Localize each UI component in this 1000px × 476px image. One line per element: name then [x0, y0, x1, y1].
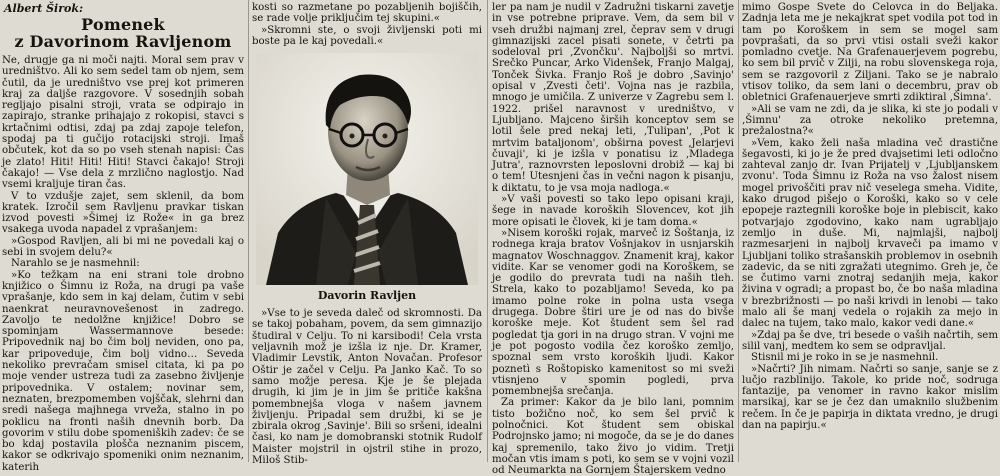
paragraph: »Ali se vam ne zdi, da je slika, ki ste jo podali v ‚Šimnu' za otroke nekoliko pretemna, prežalostna?« [742, 103, 998, 138]
paragraph: »Nisem koroški rojak, marveč iz Šoštanja, iz rodnega kraja bratov Vošnjakov in usnjarskih magnatov Woschnaggov. Znamenit kraj, kakor vidite. Kar se venomer godi na Koroškem, se je godilo do prevrata tudi na naših tleh. Strela, kako to pozabljamo! Seveda, ko pa imamo polne roke in polna usta vsega drugega. Dobre štiri ure je od nas do bivše koroške meje. Kot študent sem šel rad pogledat tja gori in na drugo stran. V vojni me je pot pogosto vodila čez koroško zemljo, spoznal sem vrsto koroških ljudi. Kakor poznetì s Roštopisko kamenitost so mi sveži vtisnjeno v spomin pogledi, prva pomembnejša srečanja. [492, 227, 734, 398]
paragraph: »Gospod Ravljen, ali bi mi ne povedali kaj o sebi in svojem delu?« [2, 235, 244, 259]
paragraph: »Vse to je seveda daleč od skromnosti. Da se takoj pobaham, povem, da sem gimnazijo študiral v Celju. To ni karsibodi! Cela vrsta veljavnih mož je izšla iz nje. Dr. Kramer, Vladimir Levstik, Anton Novačan. Profesor Oštir je začel v Celju. Pa Janko Kač. To so samo možje peresa. Kje je še plejada drugih, ki jim je in jim še pritiče kakšna pomembnejša vloga v našem javnem življenju. Pripadal sem družbi, ki se je zbirala okrog ‚Savinje'. Bili so sršeni, idealni časi, ko nam je domobranski stotnik Rudolf Maister mojstril in ojstril stihe in prozo, Miloš Stib- [252, 308, 482, 467]
paragraph: »V vaši povesti so tako lepo opisani kraji, šege in navade koroških Slovencev, kot jih more opisati le človek, ki je tam doma.« [492, 194, 734, 228]
paragraph: V to vzdušje zajet, sem sklenil, da bom kratek. Izročil sem Ravljenu pravkar tiskan izvod povesti »Šimej iz Rože« in ga brez vsakega uvoda napadel z vprašanjem: [2, 190, 244, 236]
article-column-3 [490, 0, 736, 476]
paragraph: kosti so razmetane po pozabljenih bojiščih, se rade volje priključim tej skupini.« [252, 2, 482, 25]
paragraph: Stisnil mi je roko in se je nasmehnil. [751, 352, 939, 364]
paragraph: »Načrti? Jih nimam. Načrti so sanje, sanje se z lučjo razblinijo. Takole, ko pride noč, sodruga fantazije, pa venomer in ravno kakor mislim marsikaj, kar se je čez dan umaknilo službenim rečem. In če je papirja in diktata vredno, je drugi dan na papirju.« [742, 363, 998, 431]
article-title-line-2: z Davorinom Ravljenom [14, 32, 232, 51]
paragraph: »Zdaj pa še dve, tri besede o vaših načrtih, sem silil vanj, medtem ko sem se odpravljal. [742, 329, 998, 352]
paragraph: ler pa nam je nudil v Zadružni tiskarni zavetje in vse potrebne priprave. Vem, da sem bil v vseh družbi najmanj zrel, čeprav sem v drugi gimnazijski zacel pisati sonete, v četrti pa sodeloval pri ‚Zvončku'. Najboljši so mrtvi. Srečko Puncar, Arko Videnšek, Franjo Malgaj, Tonček Šivka. Franjo Roš je dobro ‚Savinjo' opisal v ‚Zvesti četi'. Vojna nas je razbila, mnogo je umičila. Z univerze v Zagrebu sem l. 1922. prišel naravnost v uredništvo, v Ljubljano. Majceno širših konceptov sem se lotil šele pred nekaj leti, ‚Tulipan', ‚Pot k mrtvim bataljonom', obširna povest ‚Jelarjevi čuvaji', ki je izšla v ponatisu iz ‚Mladega Jutra', raznovrsten leposlovni drobiž — kaj bi o tem! Utesnjeni čas in večni nagon k pisanju, k diktatu, to je vsa moja nadloga.« [492, 2, 734, 194]
column-rule [487, 0, 488, 462]
paragraph: Za primer: Kakor da je bilo lani, pomnim tisto božično noč, ko sem šel prvič k polnočnici. Kot študent sem obiskal Podrojnsko jamo; ni mogoče, da se je do danes kaj spremenilo, tako živo jo vidim. Tretji močan vtis imam s poti, ko sem se v vojni vozil od Neumarkta na Gornjem Štajerskem vedno [492, 397, 734, 476]
portrait-illustration [256, 53, 478, 285]
portrait-photo [256, 53, 478, 285]
article-column-2 [250, 0, 484, 467]
article-title-line-1: Pomenek [81, 15, 165, 34]
paragraph: »Ko težkam na eni strani tole drobno knjižico o Šimnu iz Roža, na drugi pa vaše vprašanje, kdo sem in kaj delam, čutim v sebi naenkrat neuravnovešenost in zadrego. Zavoljo te nedolžne knjižice! Dobro se spominjam Wassermannove besede: Pripovednik naj bo čim bolj neviden, ono pa, kar pripoveduje, čim bolj vidno… Seveda nekoliko prevračam smisel citata, ki pa po moje vender ustreza tudi za zasebno življenje pripovednika. V ostalem; novinar sem, neznaten, brezpomemben vojščak, slehrni dan sredi našega majhnega vrveža, stalno in po poklicu na fronti naših dnevnih borb. Da govorim v stilu dobe spomeniških zadev: če se bo kdaj postavila plošča neznanim piscem, kakor se odkrivajo spomeniki onim neznanim, katerih [2, 269, 244, 473]
article-column-4 [740, 0, 1000, 462]
article-byline: Albert Širok: [4, 2, 84, 15]
paragraph: mimo Gospe Svete do Celovca in do Beljaka. Zadnja leta me je nekajkrat spet vodila pot tod in tam po Koroškem in sem se mogel sam povprašati, da so prvi vtisi ostali sveži kakor pomladno cvetje. Na Grafenauerjevem pogrebu, ko sem bil prvič v Zilji, na robu slovenskega roja, sem se razgovoril z Ziljani. Tako se je nabralo vtisov toliko, da sem lani o decembru, prav ob obletnici Grafenauerjeve smrti zdiktiral ‚Šimna'. [742, 2, 998, 104]
paragraph: Narahlo se je nasmehnil: [11, 258, 140, 270]
paragraph: Ne, drugje ga ni moči najti. Moral sem prav v uredništvo. Ali ko sem sedel tam ob njem, sem čutil, da je uredništvo vse prej kot primeren kraj za daljše razgovore. V sosednjih sobah regljajo pisalni stroji, vrata se odpirajo in zapirajo, stranke prihajajo z rokopisi, stavci s krtačnimi odtisi, zdaj pa zdaj zapoje telefon, spodaj pa ti gučijo rotacijski stroji. Imaš občutek, kot da so po vseh stenah napisi: Čas je zlato! Hiti! Hiti! Hiti! Stavci čakajo! Stroji čakajo! — Vse dela z mrzlično naglostjo. Nad vsemi kraljuje tiran čas. [2, 55, 244, 191]
paragraph: »Skromni ste, o svoji življenski poti mi boste pa le kaj povedali.« [252, 24, 482, 47]
photo-caption: Davorin Ravljen [317, 289, 417, 303]
column-rule [738, 0, 739, 462]
paragraph: »Vem, kako želi naša mladina več drastične šegavosti, ki jo je že pred dvajsetimi leti odločno zahteval zanjo dr. Ivan Prijatelj v ‚Ljubljanskem zvonu'. Toda Šimnu iz Roža na vso žalost nisem mogel privoščiti prav nič veselega smeha. Vidite, kako drugod pišejo o Koroški, kako so v cele epopeje raztegnili koroške boje in plebiscit, kako potvarjajo zgodovino, kako nam ugrabljajo zemljo in duše. Mi, najmlajši, najbolj razmesarjeni in najbolj krvaveči pa imamo v Ljubljani toliko strašanskih problemov in osebnih zadevic, da se niti zgražati utegnimo. Greh je, če se čutimo varni znotraj sedanjih meja, kakor živina v ogradi; a propast bo, če bo naša mladina v brezbrižnosti — po naši krivdi in lenobi — tako malo ali še manj vedela o rojakih za mejo in dalec na tujem, tako malo, kakor vedi dane.« [742, 137, 998, 330]
column-rule [248, 0, 249, 462]
article-column-1 [0, 0, 246, 473]
article-title [2, 16, 244, 50]
